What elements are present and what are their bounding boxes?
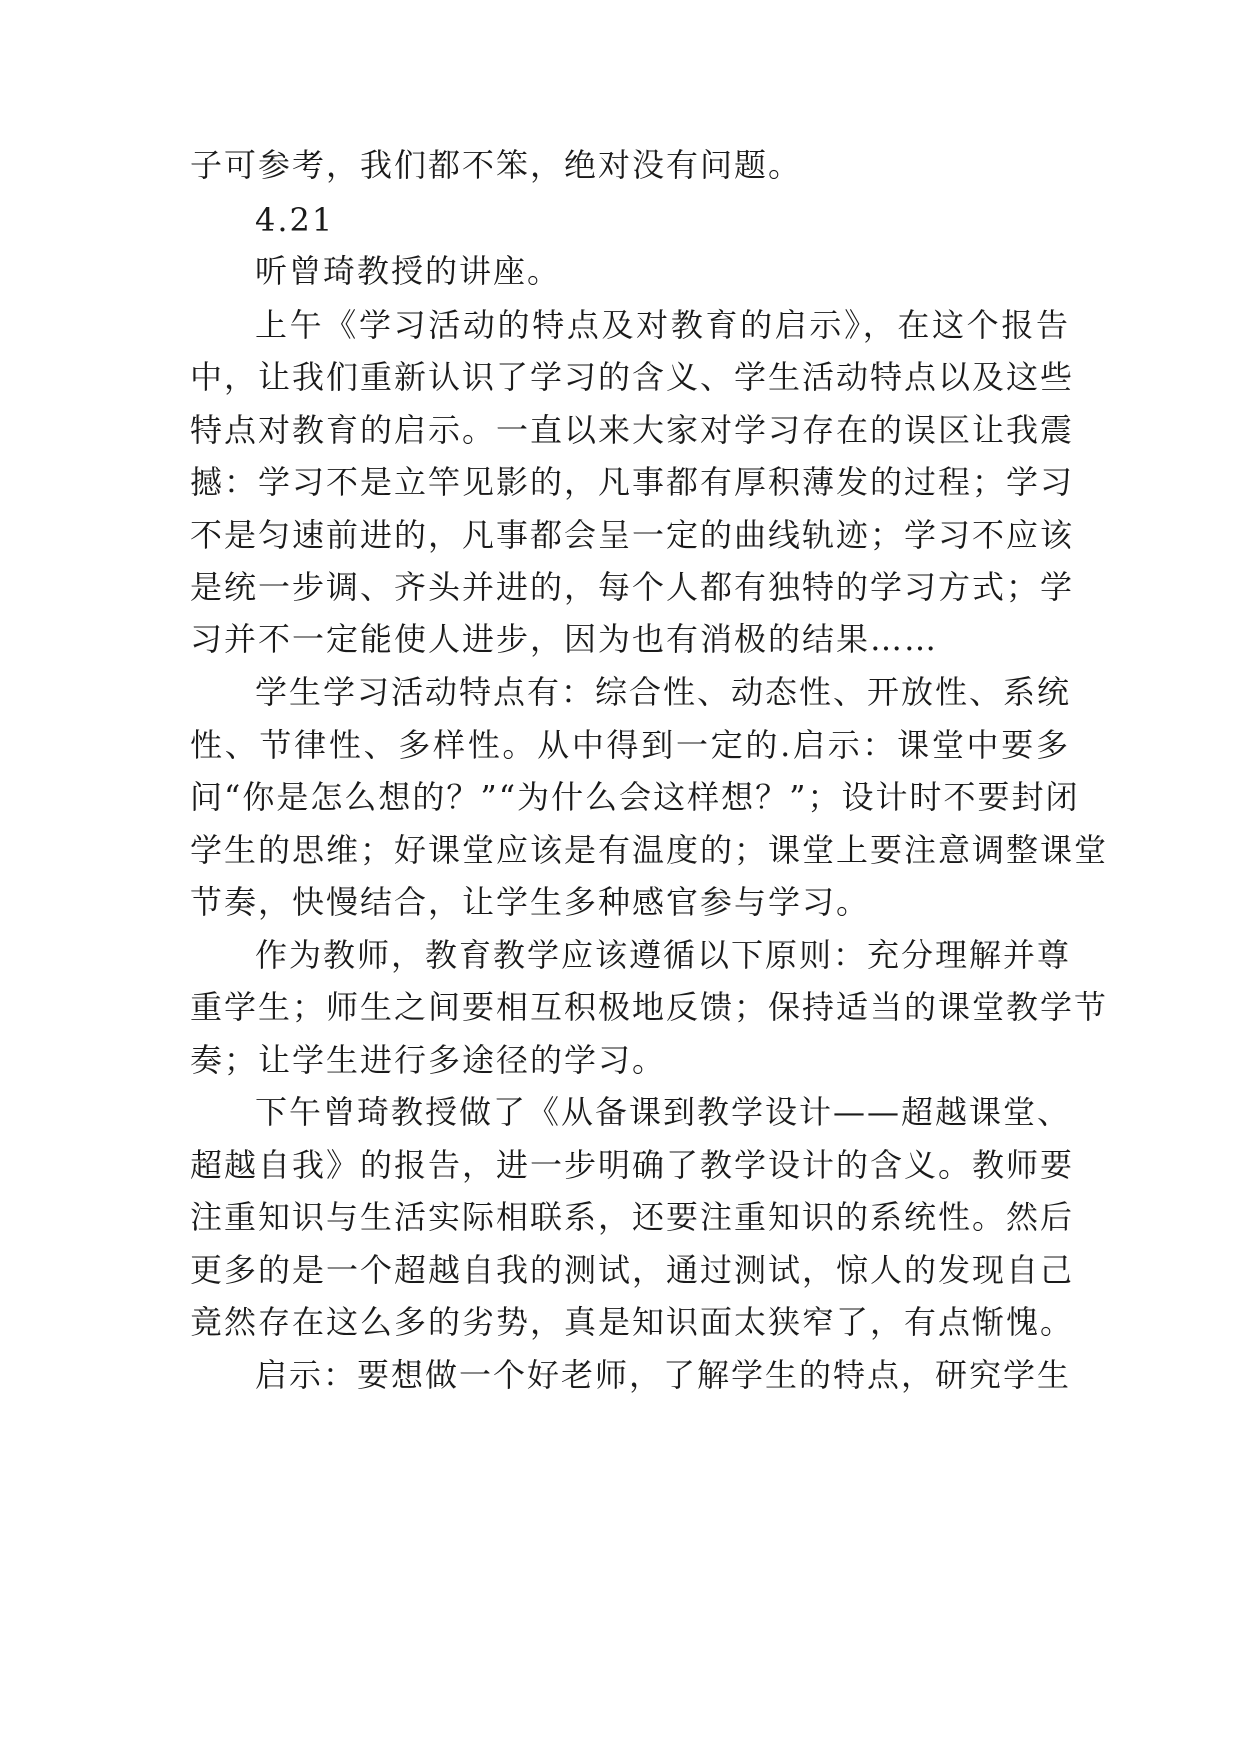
- paragraph-line: 启示：要想做一个好老师，了解学生的特点，研究学生: [255, 1356, 1072, 1394]
- paragraph-line: 上午《学习活动的特点及对教育的启示》，在这个报告: [255, 306, 1070, 344]
- paragraph-line: 撼：学习不是立竿见影的，凡事都有厚积薄发的过程；学习: [190, 463, 1075, 501]
- paragraph-line: 学生的思维；好课堂应该是有温度的；课堂上要注意调整课堂: [190, 831, 1109, 869]
- paragraph-line: 超越自我》的报告，进一步明确了教学设计的含义。教师要: [190, 1146, 1075, 1184]
- paragraph-line: 学生学习活动特点有：综合性、动态性、开放性、系统: [255, 673, 1072, 711]
- paragraph-line: 奏；让学生进行多途径的学习。: [190, 1041, 667, 1079]
- paragraph-line: 更多的是一个超越自我的测试，通过测试，惊人的发现自己: [190, 1251, 1075, 1289]
- text-line: 听曾琦教授的讲座。: [255, 252, 562, 290]
- paragraph-line: 特点对教育的启示。一直以来大家对学习存在的误区让我震: [190, 411, 1075, 449]
- paragraph-line: 节奏，快慢结合，让学生多种感官参与学习。: [190, 883, 871, 921]
- paragraph-line: 问“你是怎么想的？”“为什么会这样想？”；设计时不要封闭: [190, 778, 1080, 816]
- paragraph-line: 习并不一定能使人进步，因为也有消极的结果……: [190, 620, 939, 658]
- paragraph-line: 性、节律性、多样性。从中得到一定的.启示：课堂中要多: [190, 726, 1070, 764]
- paragraph-line: 下午曾琦教授做了《从备课到教学设计——超越课堂、: [255, 1093, 1072, 1131]
- paragraph-line: 是统一步调、齐头并进的，每个人都有独特的学习方式；学: [190, 568, 1075, 606]
- paragraph-line: 作为教师，教育教学应该遵循以下原则：充分理解并尊: [255, 936, 1072, 974]
- paragraph-line: 注重知识与生活实际相联系，还要注重知识的系统性。然后: [190, 1198, 1075, 1236]
- paragraph-line: 中，让我们重新认识了学习的含义、学生活动特点以及这些: [190, 358, 1075, 396]
- paragraph-line: 不是匀速前进的，凡事都会呈一定的曲线轨迹；学习不应该: [190, 516, 1075, 554]
- paragraph-line: 重学生；师生之间要相互积极地反馈；保持适当的课堂教学节: [190, 988, 1109, 1026]
- date-heading: 4.21: [255, 201, 335, 239]
- paragraph-line: 竟然存在这么多的劣势，真是知识面太狭窄了，有点惭愧。: [190, 1303, 1075, 1341]
- text-line: 子可参考，我们都不笨，绝对没有问题。: [190, 146, 803, 184]
